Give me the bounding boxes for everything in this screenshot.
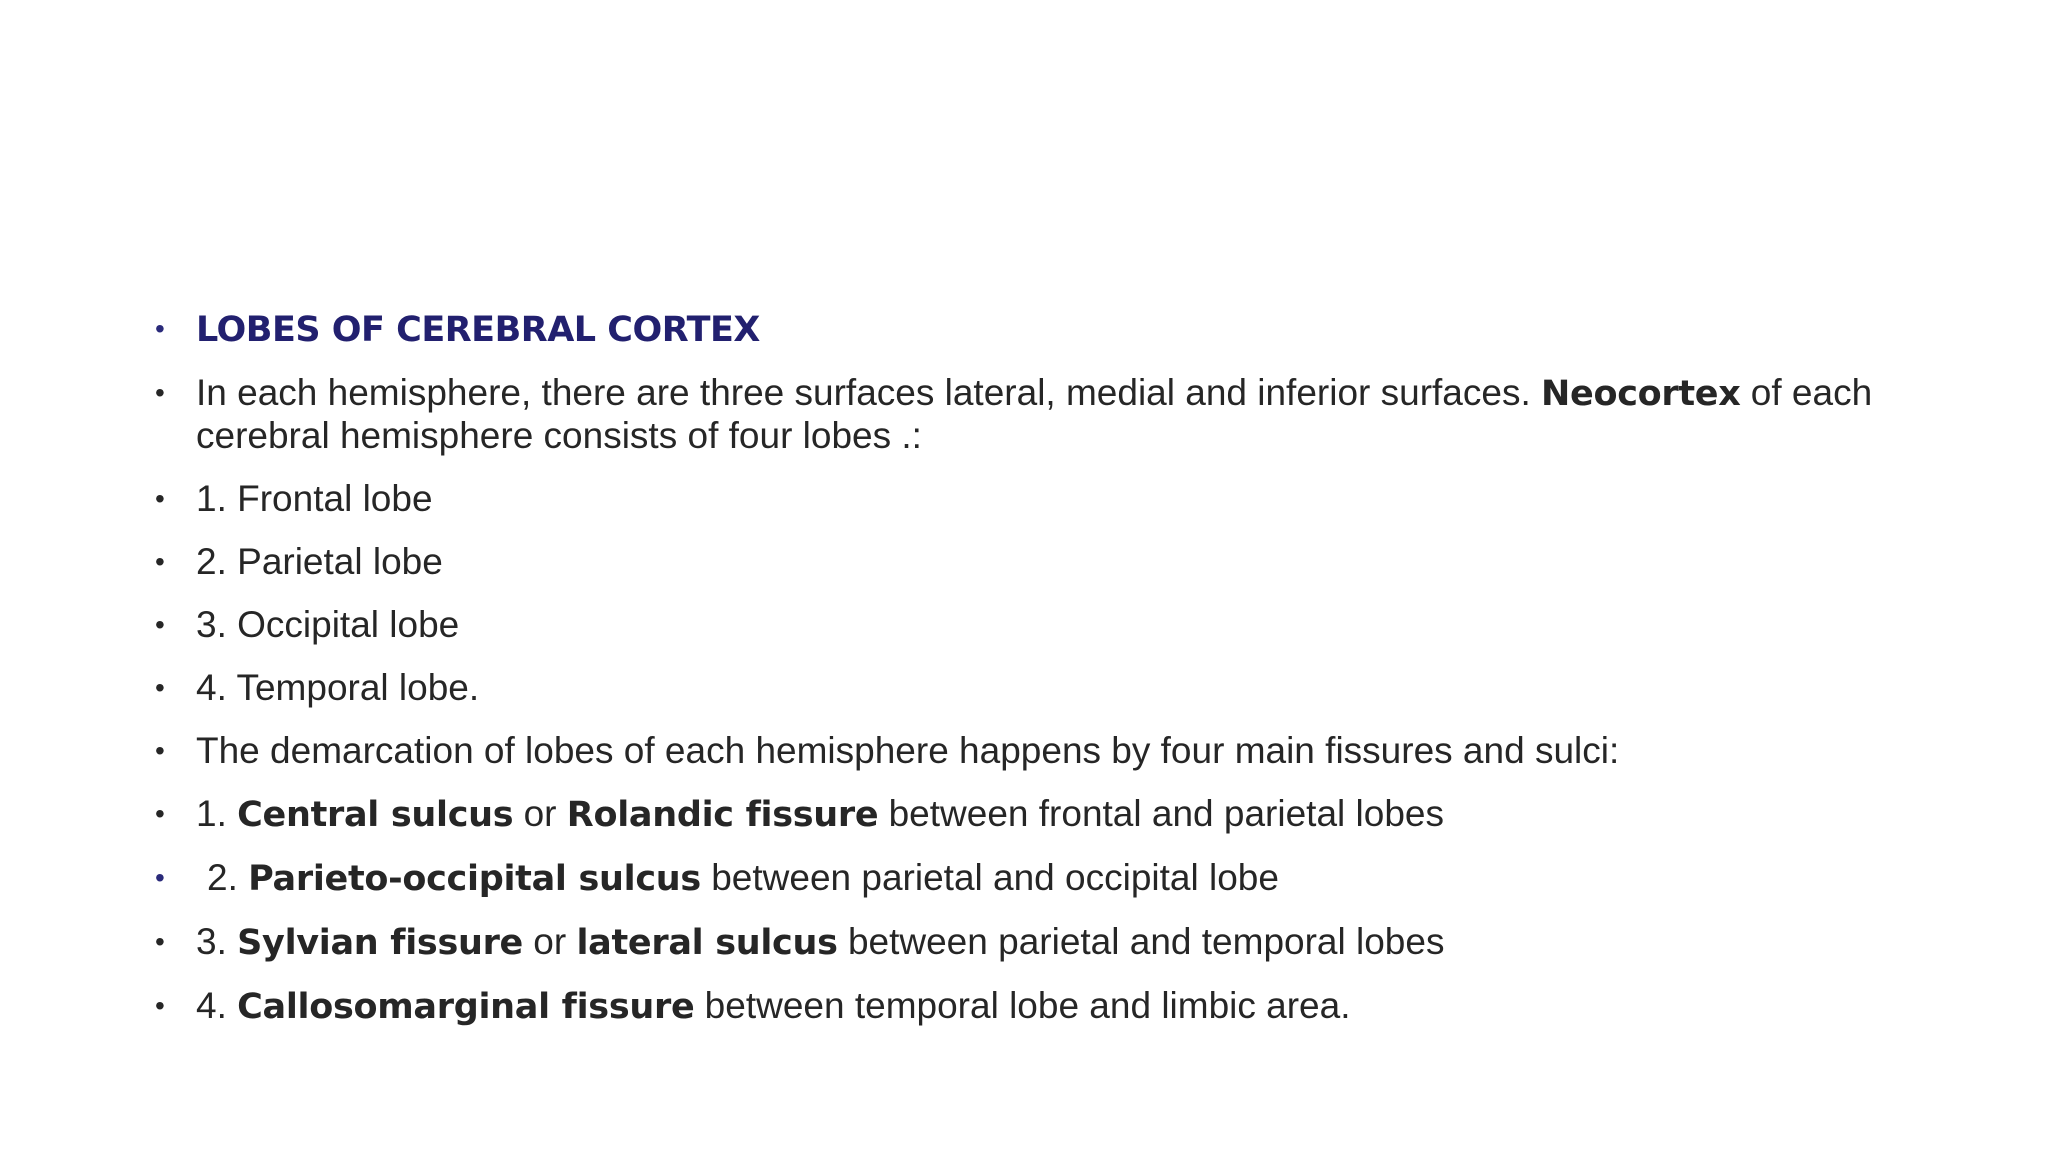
neocortex-term: Neocortex [1541, 374, 1741, 414]
list-item-fissure [152, 921, 1912, 964]
fissure-joiner: or [513, 793, 567, 834]
bullet-marker: • [155, 313, 165, 344]
fissure-text [196, 857, 1279, 898]
lobe-label: 3. Occipital lobe [196, 604, 460, 645]
intro-text-part: In each hemisphere, there are three surfaces lateral, medial and inferior surfaces. [196, 372, 1542, 413]
list-item-lobe [152, 667, 1912, 709]
fissure-term-alt: lateral sulcus [576, 923, 838, 963]
fissure-term-alt: Rolandic fissure [566, 795, 879, 835]
intro-text [196, 372, 1872, 456]
intro-text-part: of each cerebral hemisphere consists of four lobes .: [196, 372, 1873, 456]
bullet-marker: • [155, 862, 165, 893]
fissure-description: between parietal and occipital lobe [700, 857, 1279, 898]
bullet-marker: • [155, 672, 165, 703]
fissure-term: Sylvian fissure [237, 923, 523, 963]
bullet-list [152, 308, 1912, 1049]
bullet-marker: • [155, 735, 165, 766]
fissure-number: 2. [207, 857, 249, 898]
fissure-description: between parietal and temporal lobes [837, 921, 1445, 962]
bullet-marker: • [155, 377, 165, 408]
fissure-number: 3. [196, 921, 238, 962]
bullet-marker: • [155, 926, 165, 957]
fissure-text [196, 921, 1444, 962]
list-item-heading [152, 308, 1912, 351]
list-item-lobe [152, 541, 1912, 583]
fissure-description: between temporal lobe and limbic area. [694, 985, 1351, 1026]
list-item-fissure [152, 985, 1912, 1028]
fissure-joiner: or [523, 921, 577, 962]
lobe-label: 2. Parietal lobe [196, 541, 443, 582]
lobe-label: 1. Frontal lobe [196, 478, 433, 519]
bullet-marker: • [155, 483, 165, 514]
fissure-number: 1. [196, 793, 238, 834]
list-item-demarcation [152, 730, 1912, 772]
demarcation-text: The demarcation of lobes of each hemisphere happens by four main fissures and sulci: [196, 730, 1620, 771]
list-item-fissure [152, 857, 1912, 900]
fissure-term: Callosomarginal fissure [237, 987, 695, 1027]
bullet-marker: • [155, 609, 165, 640]
fissure-text [196, 793, 1444, 834]
list-item-lobe [152, 478, 1912, 520]
bullet-marker: • [155, 546, 165, 577]
fissure-text [196, 985, 1351, 1026]
list-item-intro [152, 372, 1912, 457]
fissure-number: 4. [196, 985, 238, 1026]
lobe-label: 4. Temporal lobe. [196, 667, 480, 708]
list-item-fissure [152, 793, 1912, 836]
fissure-term: Parieto-occipital sulcus [248, 859, 701, 899]
list-item-lobe [152, 604, 1912, 646]
fissure-term: Central sulcus [237, 795, 514, 835]
section-heading: LOBES OF CEREBRAL CORTEX [196, 310, 760, 350]
bullet-marker: • [155, 798, 165, 829]
fissure-description: between frontal and parietal lobes [878, 793, 1444, 834]
bullet-marker: • [155, 990, 165, 1021]
